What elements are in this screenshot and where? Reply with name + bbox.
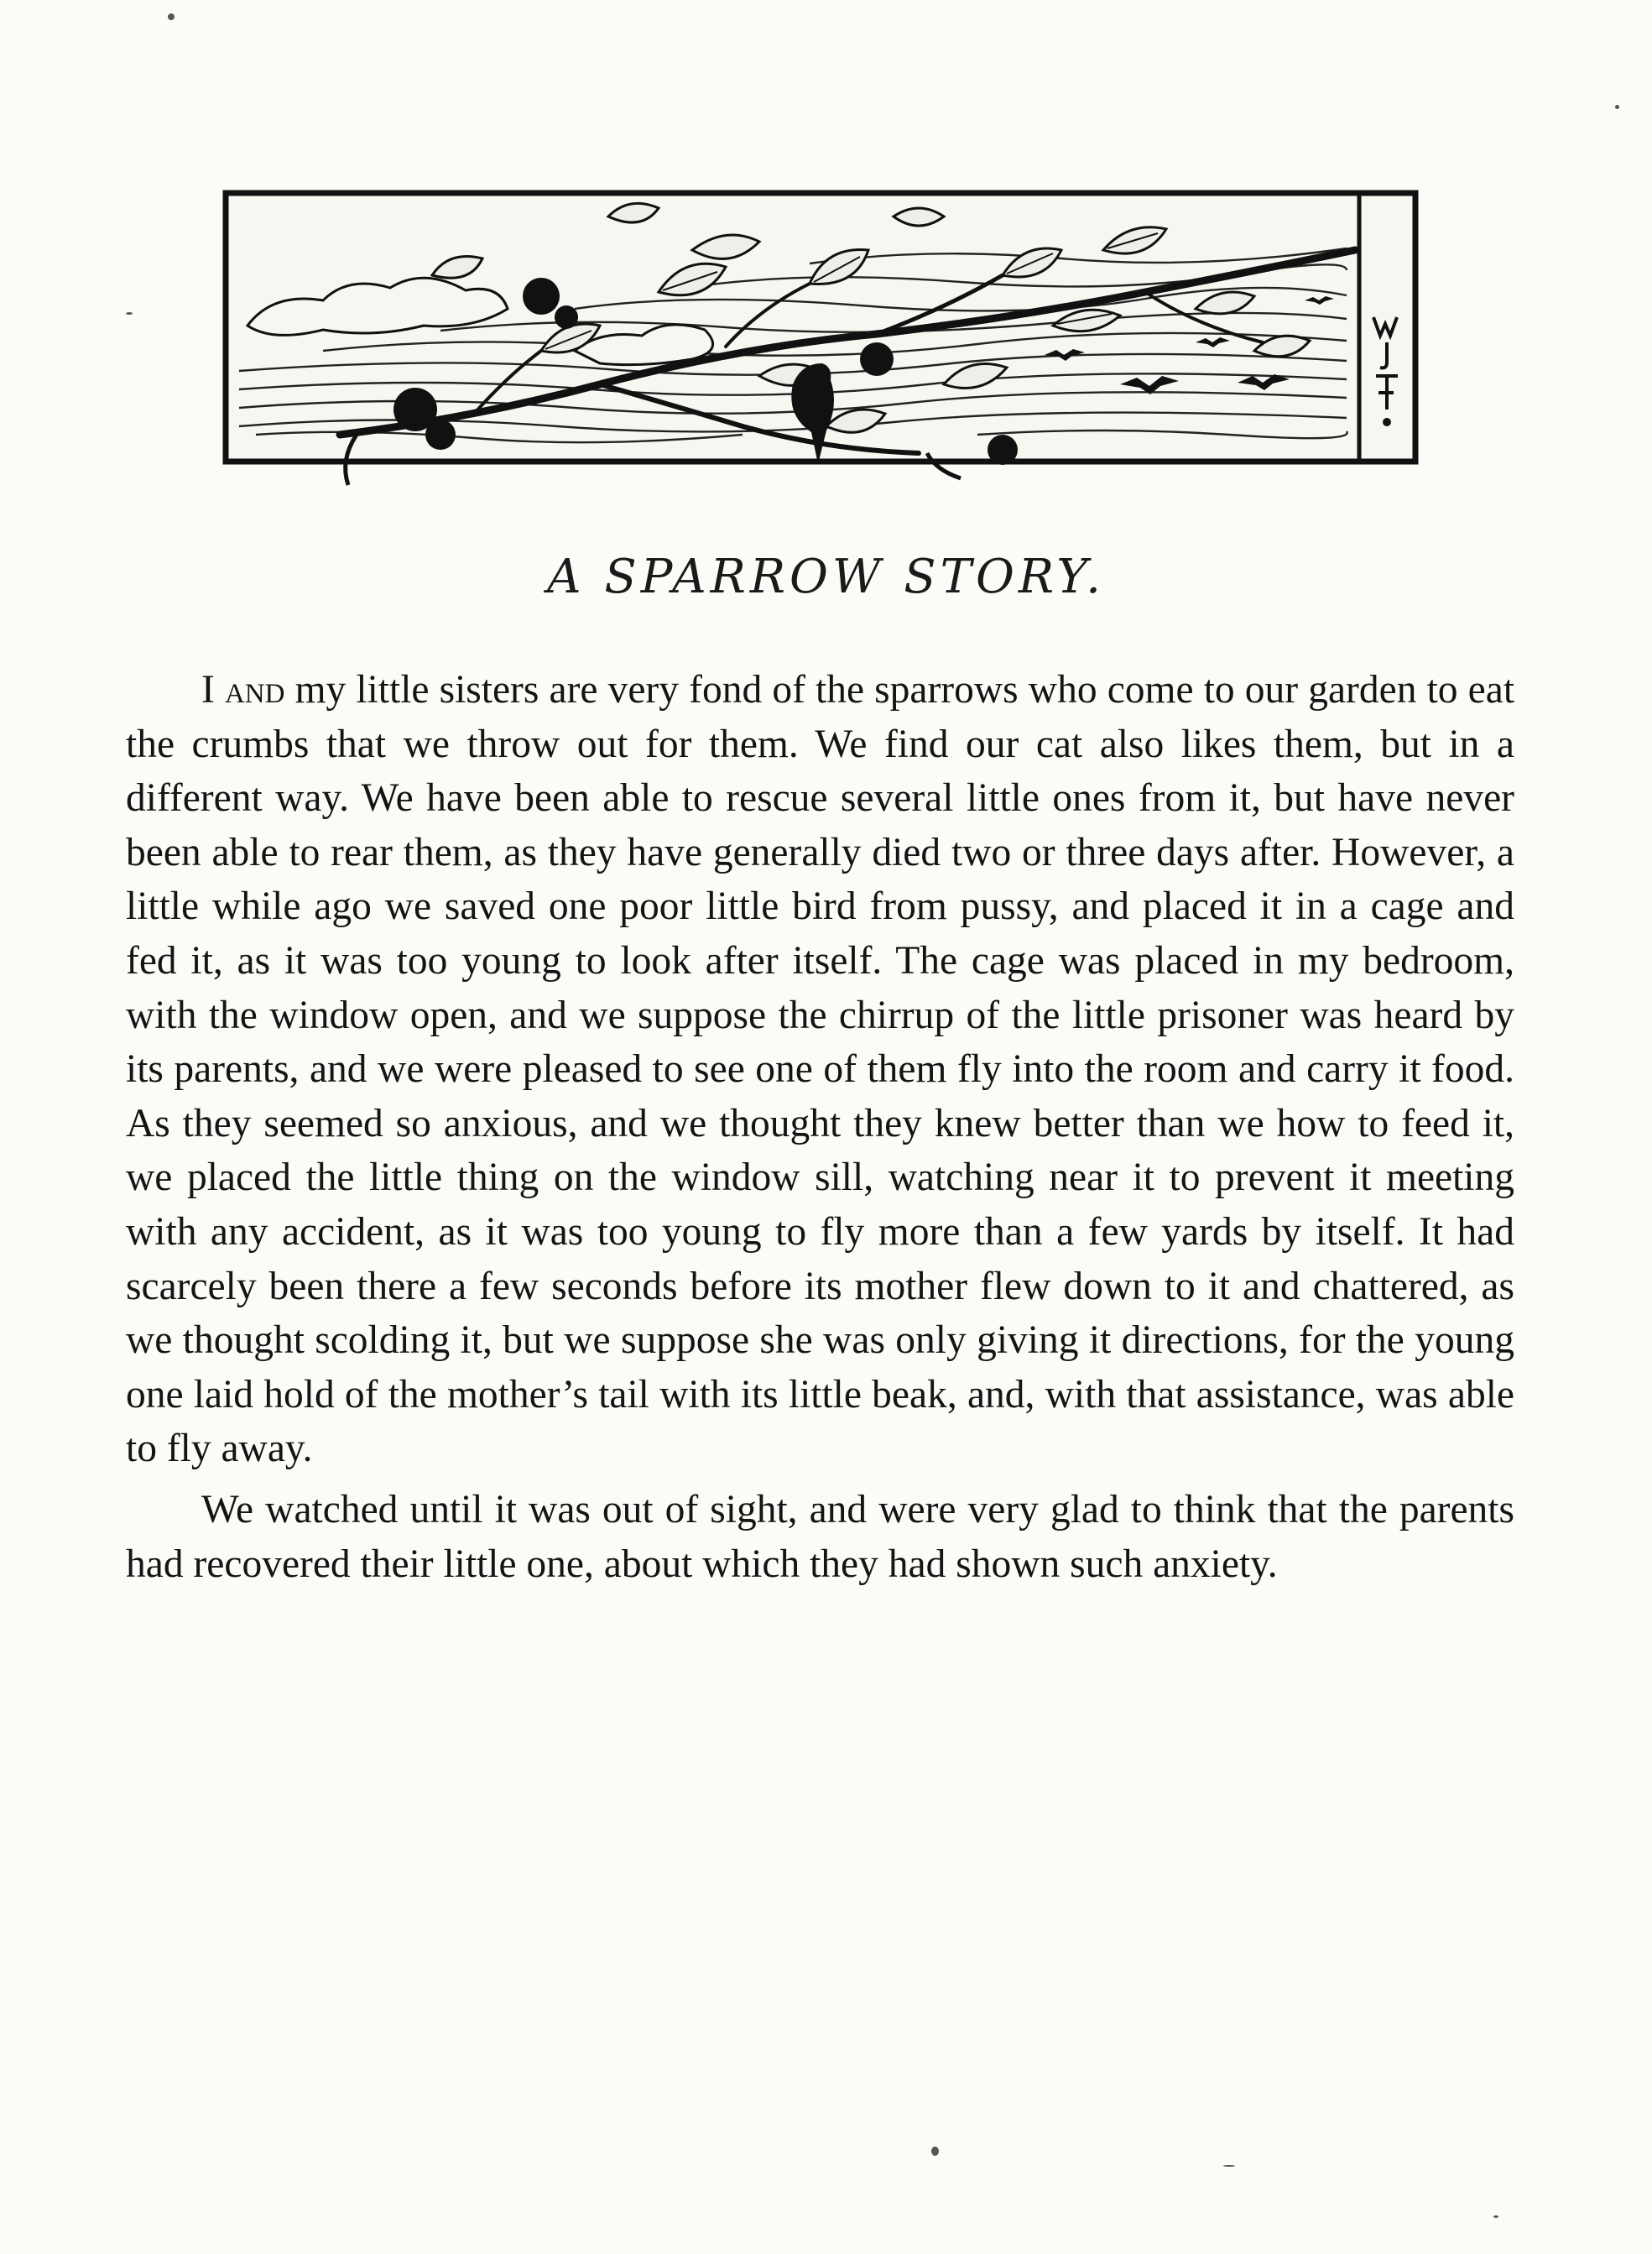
print-speck	[931, 2147, 939, 2156]
lead-smallcaps: and	[224, 668, 285, 712]
story-body	[126, 663, 1514, 1598]
print-speck	[1615, 105, 1619, 109]
story-title: A SPARROW STORY.	[547, 550, 1105, 604]
print-speck	[168, 13, 175, 20]
story-paragraph: We watched until it was out of sight, and were very glad to think that the parents had recovered their little one, about which they had shown such anxiety.	[126, 1487, 1514, 1586]
headpiece-illustration	[222, 183, 1420, 502]
lead-word: I	[201, 668, 215, 712]
print-speck	[1493, 2215, 1498, 2218]
paragraph-text: my little sisters are very fond of the sparrows who come to our garden to eat the crumbs that we throw out for them. We find our cat also likes them, but in a different way. We have been able to rescue several little ones from it, but have never been able to rear them, as they have generally died two or three days after. However, a little while ago we saved one poor little bird from pussy, and placed it in a cage and fed it, as it was too young to look after itself. The cage was placed in my bedroom, with the window open, and we suppose the chirrup of the little prisoner was heard by its parents, and we were pleased to see one of them fly into the room and carry it food. As they seemed so anxious, and we thought they knew better than we how to feed it, we placed the little thing on the window sill, watching near it to prevent it meeting with any accident, as it was too young to fly more than a few yards by itself. It had scarcely been there a few seconds before its mother flew down to it and chattered, as we thought scolding it, but we suppose she was only giving it directions, for the young one laid hold of the mother’s tail with its little beak, and, with that assistance, was able to fly away.	[126, 668, 1515, 1471]
story-paragraph	[126, 663, 1514, 1476]
print-speck	[126, 312, 133, 315]
print-speck	[1223, 2165, 1235, 2167]
